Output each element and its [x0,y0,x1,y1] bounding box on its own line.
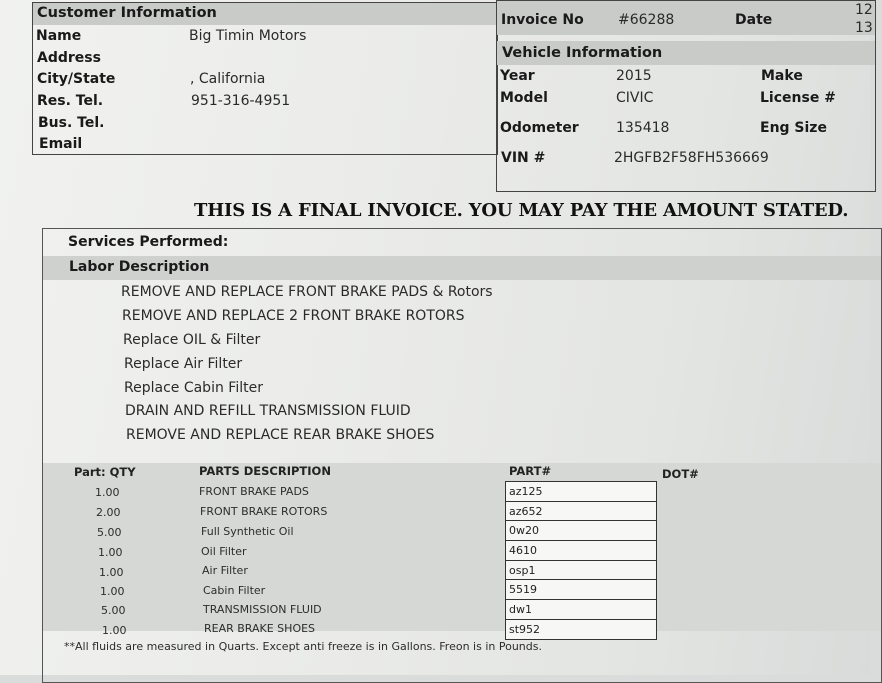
part-desc: Full Synthetic Oil [201,525,294,538]
table-row [506,521,657,541]
year-value: 2015 [616,68,652,84]
table-row [506,482,657,502]
labor-item: DRAIN AND REFILL TRANSMISSION FLUID [125,403,411,419]
part-desc: Oil Filter [201,545,247,558]
part-qty: 5.00 [97,526,122,539]
labor-description-header: Labor Description [69,259,210,275]
final-invoice-notice: THIS IS A FINAL INVOICE. YOU MAY PAY THE AMOUNT STATED. [194,200,849,221]
model-label: Model [500,90,548,106]
part-number-cell: dw1 [506,600,657,620]
part-desc: REAR BRAKE SHOES [204,622,316,635]
date-value-fragment-2: 13 [855,20,873,36]
part-desc: TRANSMISSION FLUID [203,603,322,616]
part-qty: 1.00 [99,566,124,579]
part-qty: 1.00 [98,546,123,559]
odometer-label: Odometer [500,120,579,136]
parts-table-band [43,463,881,631]
date-value-fragment-1: 12 [855,2,873,18]
part-number-cell: az125 [506,482,657,502]
table-row [506,619,657,639]
eng-size-label: Eng Size [760,120,827,136]
part-qty: 1.00 [95,486,120,499]
part-qty: 5.00 [101,604,126,617]
city-state-value: , California [190,71,266,87]
part-qty: 1.00 [100,585,125,598]
date-label: Date [735,12,773,28]
table-row [506,541,657,561]
table-row [506,501,657,521]
odometer-value: 135418 [616,120,670,136]
year-label: Year [500,68,535,84]
invoice-no-label: Invoice No [501,12,584,28]
part-desc: Air Filter [202,564,248,577]
parts-qty-header: Part: QTY [74,465,136,479]
customer-info-title: Customer Information [37,5,217,21]
part-number-cell: az652 [506,501,657,521]
vin-label: VIN # [501,150,546,166]
services-performed-title: Services Performed: [68,234,229,250]
model-value: CIVIC [616,90,654,106]
vin-value: 2HGFB2F58FH536669 [614,150,769,166]
table-row [506,600,657,620]
part-desc: FRONT BRAKE ROTORS [200,505,328,518]
city-state-label: City/State [37,71,116,87]
invoice-no-value: #66288 [618,12,675,28]
part-number-cell: st952 [506,619,657,639]
part-desc: Cabin Filter [203,584,266,597]
parts-number-header: PART# [509,464,552,478]
bus-tel-label: Bus. Tel. [38,115,105,131]
labor-item: Replace OIL & Filter [123,332,261,348]
labor-item: Replace Air Filter [124,356,243,372]
res-tel-value: 951-316-4951 [191,93,291,109]
parts-dot-header: DOT# [662,467,699,481]
vehicle-info-title: Vehicle Information [502,45,663,61]
part-qty: 2.00 [96,506,121,519]
part-number-cell: osp1 [506,560,657,580]
part-number-cell: 0w20 [506,521,657,541]
part-number-cell: 5519 [506,580,657,600]
license-label: License # [760,90,836,106]
labor-item: REMOVE AND REPLACE FRONT BRAKE PADS & Rotors [121,284,493,300]
table-row [506,580,657,600]
labor-item: REMOVE AND REPLACE 2 FRONT BRAKE ROTORS [122,308,465,324]
part-number-cell: 4610 [506,541,657,561]
labor-item: Replace Cabin Filter [124,380,263,396]
fluids-footnote: **All fluids are measured in Quarts. Except anti freeze is in Gallons. Freon is in Pounds. [64,640,542,653]
address-label: Address [37,50,101,66]
part-desc: FRONT BRAKE PADS [199,485,309,498]
part-qty: 1.00 [102,624,127,637]
labor-item: REMOVE AND REPLACE REAR BRAKE SHOES [126,427,435,443]
name-label: Name [36,28,82,44]
table-row [506,560,657,580]
parts-description-header: PARTS DESCRIPTION [199,464,331,478]
name-value: Big Timin Motors [189,28,307,44]
part-number-table [505,481,657,640]
make-label: Make [761,68,803,84]
email-label: Email [39,136,83,152]
res-tel-label: Res. Tel. [37,93,104,109]
